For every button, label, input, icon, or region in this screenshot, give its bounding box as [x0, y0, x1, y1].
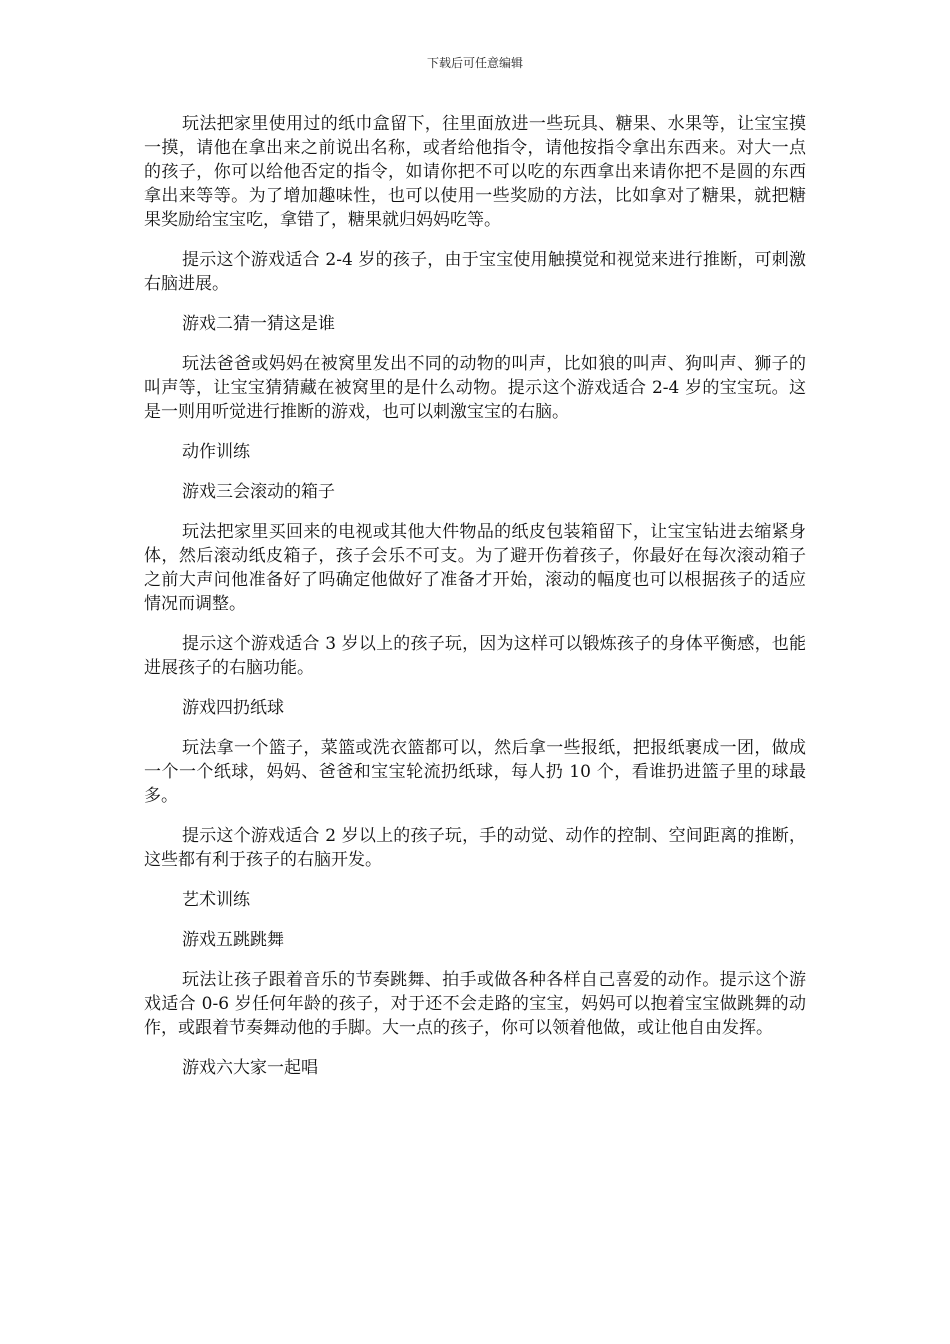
heading-game2: 游戏二猜一猜这是谁 [182, 314, 335, 334]
paragraph-game2-method: 玩法爸爸或妈妈在被窝里发出不同的动物的叫声，比如狼的叫声、狗叫声、狮子的叫声等，让宝宝猜猜藏在被窝里的是什么动物。提示这个游戏适合 2-4 岁的宝宝玩。这是一则用听觉进行推断的游戏，也可以刺激宝宝的右脑。 [144, 354, 806, 422]
paragraph-game3-method: 玩法把家里买回来的电视或其他大件物品的纸皮包装箱留下，让宝宝钻进去缩紧身体，然后滚动纸皮箱子，孩子会乐不可支。为了避开伤着孩子，你最好在每次滚动箱子之前大声问他准备好了吗确定他做好了准备才开始，滚动的幅度也可以根据孩子的适应情况而调整。 [144, 522, 806, 614]
section-heading-movement: 动作训练 [182, 442, 250, 462]
paragraph-game3-tip: 提示这个游戏适合 3 岁以上的孩子玩，因为这样可以锻炼孩子的身体平衡感，也能进展孩子的右脑功能。 [144, 634, 806, 678]
heading-game4: 游戏四扔纸球 [182, 698, 284, 718]
paragraph-game4-method: 玩法拿一个篮子，菜篮或洗衣篮都可以，然后拿一些报纸，把报纸裹成一团，做成一个一个纸球，妈妈、爸爸和宝宝轮流扔纸球，每人扔 10 个，看谁扔进篮子里的球最多。 [144, 738, 806, 806]
document-body [144, 112, 806, 1096]
heading-game5: 游戏五跳跳舞 [182, 930, 284, 950]
page-header: 下载后可任意编辑 [426, 56, 523, 70]
paragraph-game1-tip: 提示这个游戏适合 2-4 岁的孩子，由于宝宝使用触摸觉和视觉来进行推断，可刺激右脑进展。 [144, 250, 806, 294]
heading-game3: 游戏三会滚动的箱子 [182, 482, 335, 502]
section-heading-art: 艺术训练 [182, 890, 250, 910]
heading-game6: 游戏六大家一起唱 [182, 1058, 318, 1078]
paragraph-game4-tip: 提示这个游戏适合 2 岁以上的孩子玩，手的动觉、动作的控制、空间距离的推断，这些都有利于孩子的右脑开发。 [144, 826, 806, 870]
paragraph-game5-method: 玩法让孩子跟着音乐的节奏跳舞、拍手或做各种各样自己喜爱的动作。提示这个游戏适合 0-6 岁任何年龄的孩子，对于还不会走路的宝宝，妈妈可以抱着宝宝做跳舞的动作，或跟着节奏舞动他的手脚。大一点的孩子，你可以领着他做，或让他自由发挥。 [144, 970, 806, 1038]
paragraph-game1-method: 玩法把家里使用过的纸巾盒留下，往里面放进一些玩具、糖果、水果等，让宝宝摸一摸，请他在拿出来之前说出名称，或者给他指令，请他按指令拿出东西来。对大一点的孩子，你可以给他否定的指令，如请你把不可以吃的东西拿出来请你把不是圆的东西拿出来等等。为了增加趣味性，也可以使用一些奖励的方法，比如拿对了糖果，就把糖果奖励给宝宝吃，拿错了，糖果就归妈妈吃等。 [144, 114, 806, 230]
